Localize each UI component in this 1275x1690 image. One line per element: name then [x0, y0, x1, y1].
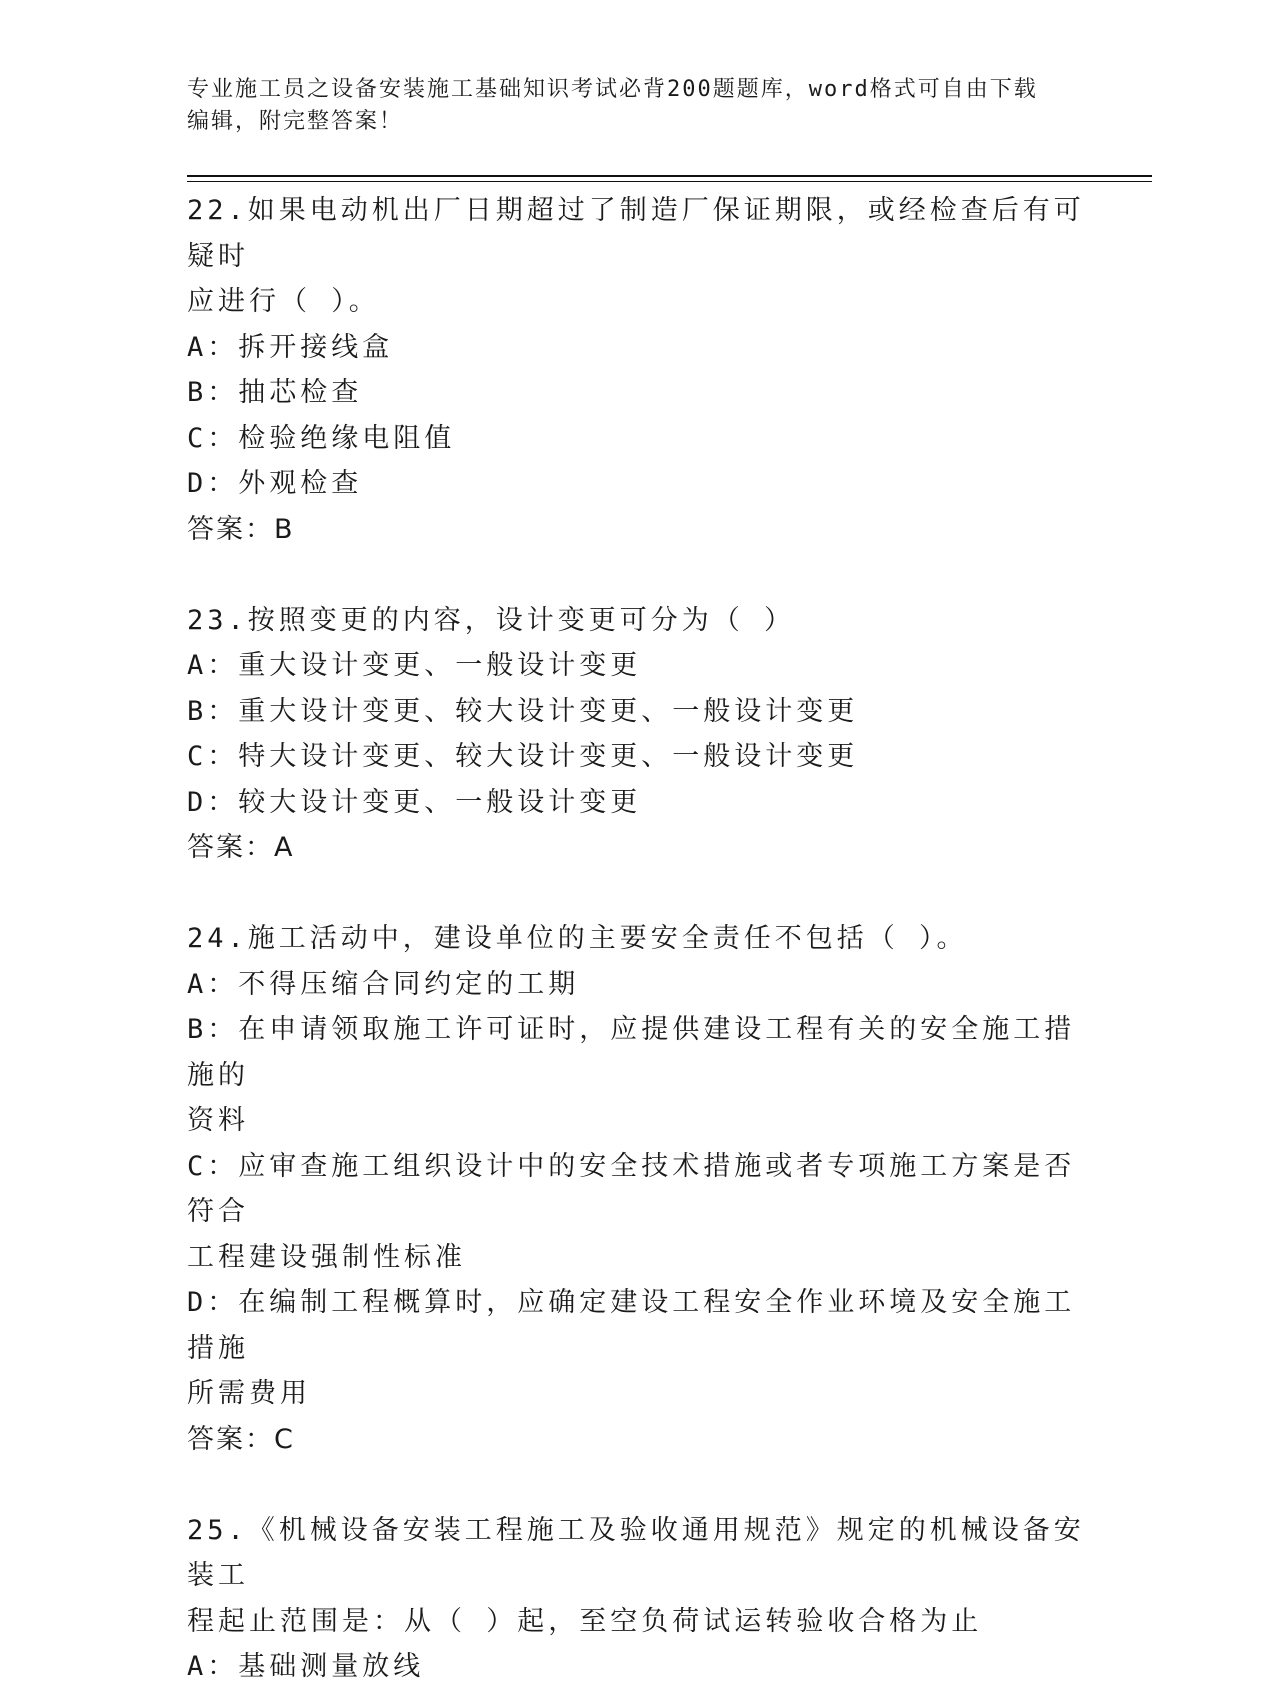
option-line: B：重大设计变更、较大设计变更、一般设计变更 — [187, 695, 859, 727]
answer-line: 答案：B — [187, 513, 295, 545]
document-header — [187, 74, 1067, 138]
header-divider-thin — [187, 181, 1152, 182]
option-line: B：在申请领取施工许可证时，应提供建设工程有关的安全施工措施的 — [187, 1014, 1076, 1091]
question-block — [187, 916, 1087, 1462]
question-stem-line: 24.施工活动中，建设单位的主要安全责任不包括（ ）。 — [187, 923, 968, 954]
question-stem-line: 25.《机械设备安装工程施工及验收通用规范》规定的机械设备安装工 — [187, 1514, 1085, 1591]
header-line-2: 编辑，附完整答案！ — [187, 109, 404, 134]
option-line: 工程建设强制性标准 — [187, 1241, 466, 1273]
header-line-1: 专业施工员之设备安装施工基础知识考试必背200题题库，word格式可自由下载 — [187, 77, 1038, 102]
option-line: B：抽芯检查 — [187, 377, 363, 408]
option-line: A：不得压缩合同约定的工期 — [187, 968, 580, 1000]
answer-line: 答案：C — [187, 1423, 295, 1455]
answer-line: 答案：A — [187, 832, 295, 863]
question-block — [187, 598, 1087, 871]
question-stem-line: 程起止范围是：从（ ）起，至空负荷试运转验收合格为止 — [187, 1605, 983, 1637]
option-line: C：检验绝缘电阻值 — [187, 422, 456, 454]
header-divider-thick — [187, 175, 1152, 177]
option-line: 资料 — [187, 1105, 249, 1136]
option-line: A：基础测量放线 — [187, 1651, 425, 1682]
question-stem-line: 22.如果电动机出厂日期超过了制造厂保证期限，或经检查后有可疑时 — [187, 195, 1085, 272]
question-list — [187, 188, 1087, 1690]
option-line: C：特大设计变更、较大设计变更、一般设计变更 — [187, 741, 859, 772]
option-line: A：重大设计变更、一般设计变更 — [187, 650, 642, 681]
option-line: D：较大设计变更、一般设计变更 — [187, 786, 642, 818]
option-line: D：外观检查 — [187, 468, 363, 499]
question-stem-line: 23.按照变更的内容，设计变更可分为（ ） — [187, 604, 796, 636]
option-line: C：应审查施工组织设计中的安全技术措施或者专项施工方案是否符合 — [187, 1150, 1076, 1227]
question-stem-line: 应进行（ ）。 — [187, 286, 380, 317]
question-block — [187, 1508, 1087, 1690]
option-line: 所需费用 — [187, 1378, 311, 1409]
question-block — [187, 188, 1087, 552]
option-line: A：拆开接线盒 — [187, 331, 394, 363]
option-line: D：在编制工程概算时，应确定建设工程安全作业环境及安全施工措施 — [187, 1287, 1076, 1364]
